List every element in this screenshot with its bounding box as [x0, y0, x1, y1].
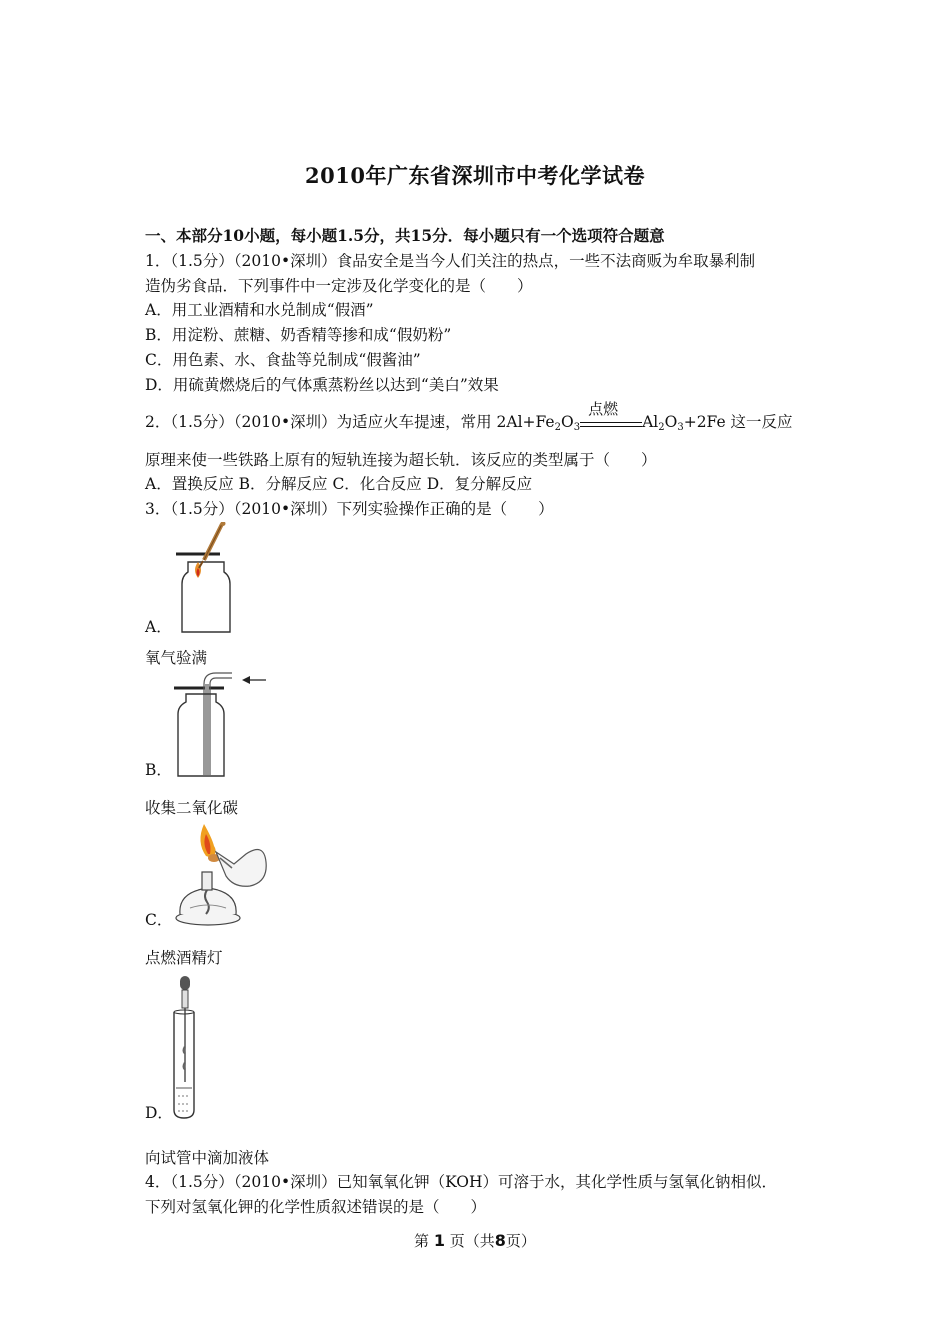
q3-option-a-letter: A． [145, 618, 172, 636]
q2-product-al: Al [642, 413, 659, 431]
q3-option-b-caption: 收集二氧化碳 [145, 799, 239, 817]
q4-stem-line2: 下列对氢氧化钾的化学性质叙述错误的是（ ） [145, 1198, 487, 1216]
q2-al-sub2: 3 [677, 422, 684, 433]
footer-pre: 第 [414, 1232, 430, 1250]
q2-fe-sub2: 3 [573, 422, 581, 433]
section-heading: 一、本部分10小题，每小题1.5分，共15分．每小题只有一个选项符合题意 [145, 226, 665, 245]
q2-product-o: O [664, 413, 678, 431]
q2-prefix: 2．（1.5分）（2010•深圳）为适应火车提速，常用 2Al+Fe [145, 413, 555, 431]
q3-stem: 3．（1.5分）（2010•深圳）下列实验操作正确的是（ ） [145, 500, 554, 518]
q3-option-d-letter: D． [145, 1104, 173, 1122]
q3-option-c-letter: C． [145, 911, 173, 929]
footer-page-number: 1 [433, 1231, 445, 1250]
figure-co2-collection [168, 672, 273, 778]
q2-stem-line1 [145, 400, 793, 438]
reaction-condition-arrow [580, 400, 642, 433]
q1-option-a: A．用工业酒精和水兑制成“假酒” [145, 301, 374, 319]
q3-option-d-caption: 向试管中滴加液体 [145, 1149, 270, 1167]
q2-suffix: +2Fe 这一反应 [683, 413, 793, 431]
q4-stem-line1: 4．（1.5分）（2010•深圳）已知氧氧化钾（KOH）可溶于水，其化学性质与氢氧化钠相似． [145, 1173, 777, 1191]
figure-dropper-test-tube [168, 972, 208, 1122]
page-footer [0, 1230, 950, 1251]
q2-stem-line2: 原理来使一些铁路上原有的短轨连接为超长轨．该反应的类型属于（ ） [145, 451, 657, 469]
footer-mid: 页（共 [449, 1232, 495, 1250]
q3-option-c-caption: 点燃酒精灯 [145, 949, 223, 967]
q1-option-c: C．用色素、水、食盐等兑制成“假酱油” [145, 351, 421, 369]
q2-al-sub1: 2 [658, 422, 665, 433]
q1-stem-line2: 造伪劣食品．下列事件中一定涉及化学变化的是（ ） [145, 277, 533, 295]
q2-o: O [560, 413, 574, 431]
q1-option-d: D．用硫黄燃烧后的气体熏蒸粉丝以达到“美白”效果 [145, 376, 499, 394]
figure-alcohol-lamp [168, 822, 268, 928]
q1-stem-line1: 1．（1.5分）（2010•深圳）食品安全是当今人们关注的热点，一些不法商贩为牟取暴利制 [145, 252, 756, 270]
q2-fe-sub1: 2 [554, 422, 561, 433]
q3-option-b-letter: B． [145, 761, 172, 779]
q2-options: A．置换反应 B．分解反应 C．化合反应 D．复分解反应 [145, 475, 533, 493]
footer-total-pages: 8 [494, 1231, 506, 1250]
q1-option-b: B．用淀粉、蔗糖、奶香精等掺和成“假奶粉” [145, 326, 452, 344]
footer-post: 页） [505, 1232, 536, 1250]
reaction-condition: 点燃 [588, 400, 619, 418]
page-title: 2010年广东省深圳市中考化学试卷 [305, 163, 645, 188]
figure-oxygen-test [168, 522, 240, 634]
q3-option-a-caption: 氧气验满 [145, 649, 208, 667]
